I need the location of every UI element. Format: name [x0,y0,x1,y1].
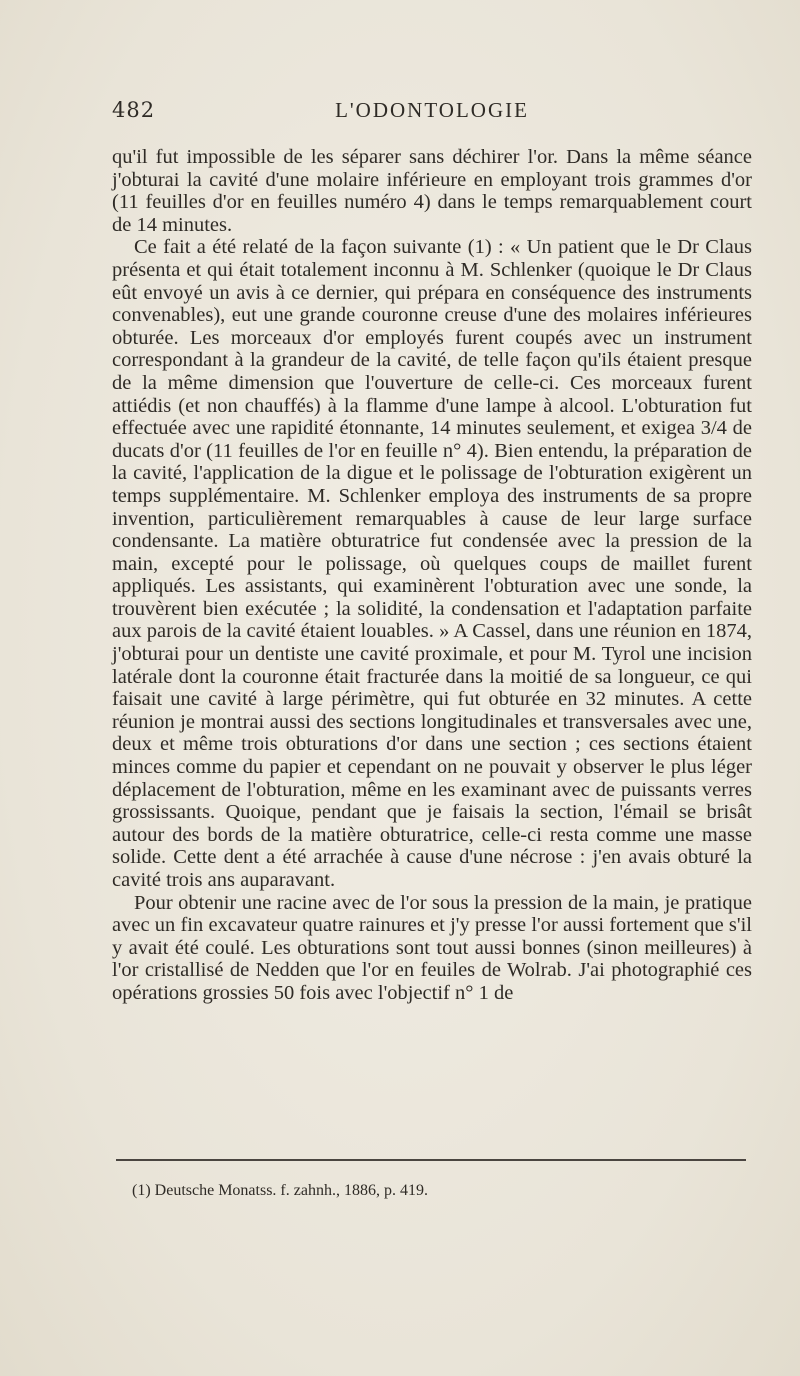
paragraph-3: Pour obtenir une racine avec de l'or sous la pression de la main, je pratique avec un fin excavateur quatre rainures et j'y presse l'or aussi fortement que s'il y avait été coulé. Les obturations sont tout aussi bonnes (sinon meilleures) à l'or cristallisé de Nedden que l'or en feuiles de Wolrab. J'ai photographié ces opérations grossies 50 fois avec l'objectif n° 1 de [112,891,752,1004]
footnote: (1) Deutsche Monatss. f. zahnh., 1886, p. 419. [132,1182,428,1199]
body-text [112,146,752,1005]
page-number: 482 [112,98,156,122]
running-title: L'ODONTOLOGIE [335,98,529,122]
paragraph-1: qu'il fut impossible de les séparer sans déchirer l'or. Dans la même séance j'obturai la cavité d'une molaire inférieure en employant trois grammes d'or (11 feuilles d'or en feuilles numéro 4) dans le temps remarquablement court de 14 minutes. [112,146,752,236]
footnote-rule [116,1159,746,1161]
page-header [112,98,752,130]
paragraph-2: Ce fait a été relaté de la façon suivante (1) : « Un patient que le Dr Claus présenta et qui était totalement inconnu à M. Schlenker (quoique le Dr Claus eût envoyé un avis à ce dernier, qui prépara en conséquence des instruments convenables), eut une grande couronne creuse d'une des molaires inférieures obturée. Les morceaux d'or employés furent coupés avec un instrument correspondant à la grandeur de la cavité, de telle façon qu'ils étaient presque de la même dimension que l'ouverture de celle-ci. Ces morceaux furent attiédis (et non chauffés) à la flamme d'une lampe à alcool. L'obturation fut effectuée avec une rapidité étonnante, 14 minutes seulement, et exigea 3/4 de ducats d'or (11 feuilles de l'or en feuille n° 4). Bien entendu, la préparation de la cavité, l'application de la digue et le polissage de l'obturation exigèrent un temps supplémentaire. M. Schlenker employa des instruments de sa propre invention, particulièrement remarquables à cause de leur large surface condensante. La matière obturatrice fut condensée avec la pression de la main, excepté pour le polissage, où quelques coups de maillet furent appliqués. Les assistants, qui examinèrent l'obturation avec une sonde, la trouvèrent bien exécutée ; la solidité, la condensation et l'adaptation parfaite aux parois de la cavité étaient louables. » A Cassel, dans une réunion en 1874, j'obturai pour un dentiste une cavité proximale, et pour M. Tyrol une incision latérale dont la couronne était fracturée dans la moitié de sa longueur, ce qui faisait une cavité à large périmètre, qui fut obturée en 32 minutes. A cette réunion je montrai aussi des sections longitudinales et transversales avec une, deux et même trois obturations d'or dans une section ; ces sections étaient minces comme du papier et cependant on ne pouvait y observer le plus léger déplacement de l'obturation, même en les examinant avec de puissants verres grossissants. Quoique, pendant que je faisais la section, l'émail se brisât autour des bords de la matière obturatrice, celle-ci resta comme une masse solide. Cette dent a été arrachée à cause d'une nécrose : j'en avais obturé la cavité trois ans auparavant. [112,236,752,891]
